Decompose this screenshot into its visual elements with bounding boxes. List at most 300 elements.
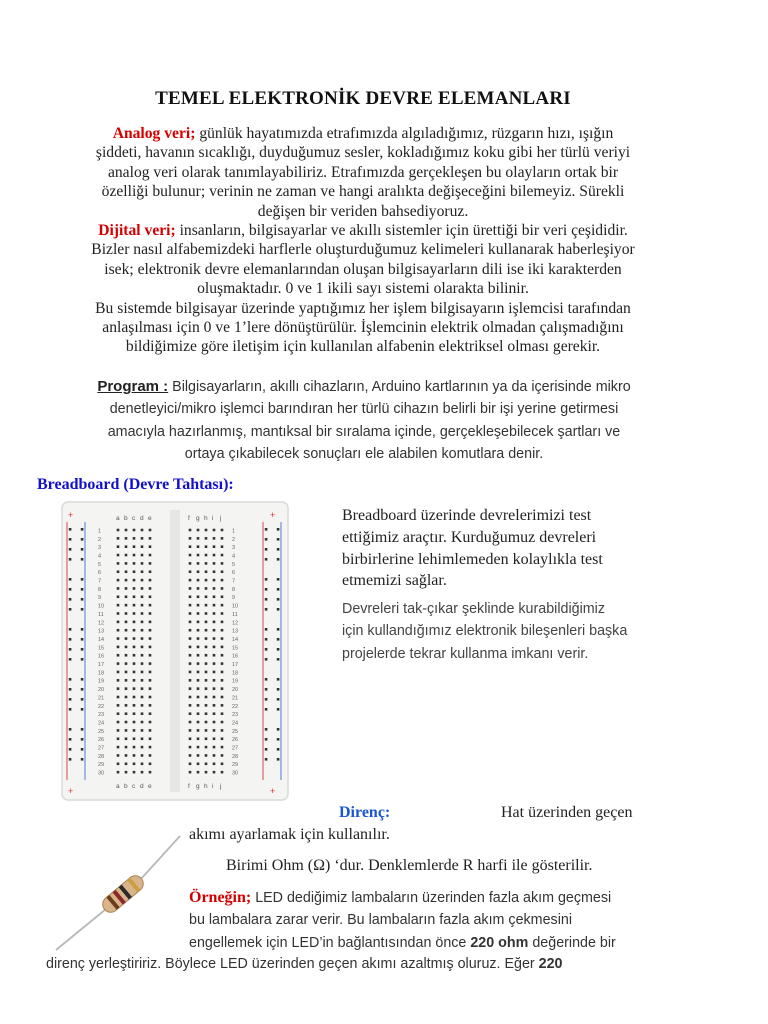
rail-hole xyxy=(81,678,84,681)
row-number: 18 xyxy=(232,670,239,677)
row-number: 15 xyxy=(232,645,239,652)
grid-hole xyxy=(213,604,216,607)
grid-hole xyxy=(117,596,120,599)
grid-hole xyxy=(149,771,152,774)
grid-hole xyxy=(221,721,224,724)
grid-hole xyxy=(221,771,224,774)
grid-hole xyxy=(205,771,208,774)
grid-hole xyxy=(189,537,192,540)
grid-hole xyxy=(213,704,216,707)
row-number: 21 xyxy=(232,695,239,702)
grid-hole xyxy=(205,654,208,657)
grid-hole xyxy=(133,554,136,557)
row-number: 21 xyxy=(98,695,105,702)
ornek-line: engellemek için LED’in bağlantısından önce xyxy=(189,934,471,951)
grid-hole xyxy=(149,671,152,674)
grid-hole xyxy=(125,562,128,565)
rail-hole xyxy=(277,608,280,611)
grid-hole xyxy=(133,646,136,649)
row-number: 23 xyxy=(232,712,239,719)
grid-hole xyxy=(125,529,128,532)
rail-hole xyxy=(265,708,268,711)
rail-hole xyxy=(277,658,280,661)
rail-hole xyxy=(265,658,268,661)
row-number: 25 xyxy=(98,728,105,735)
grid-hole xyxy=(141,654,144,657)
grid-hole xyxy=(125,712,128,715)
grid-hole xyxy=(149,621,152,624)
rail-hole xyxy=(265,628,268,631)
grid-hole xyxy=(189,679,192,682)
column-letter: i xyxy=(212,783,214,790)
grid-hole xyxy=(149,679,152,682)
grid-hole xyxy=(213,537,216,540)
rail-hole xyxy=(265,598,268,601)
grid-hole xyxy=(213,671,216,674)
grid-hole xyxy=(197,729,200,732)
grid-hole xyxy=(213,587,216,590)
rail-hole xyxy=(265,698,268,701)
grid-hole xyxy=(205,746,208,749)
grid-hole xyxy=(221,621,224,624)
rail-hole xyxy=(81,638,84,641)
rail-plus-label: + xyxy=(270,786,276,796)
grid-hole xyxy=(205,579,208,582)
row-number: 8 xyxy=(232,586,236,593)
grid-hole xyxy=(221,604,224,607)
grid-hole xyxy=(133,737,136,740)
grid-hole xyxy=(221,671,224,674)
column-letter: g xyxy=(196,783,200,790)
grid-hole xyxy=(213,771,216,774)
grid-hole xyxy=(213,529,216,532)
grid-hole xyxy=(205,671,208,674)
row-number: 11 xyxy=(232,611,238,618)
rail-hole xyxy=(69,688,72,691)
rail-hole xyxy=(265,758,268,761)
column-letter: b xyxy=(124,515,128,522)
grid-hole xyxy=(197,712,200,715)
row-number: 4 xyxy=(232,553,236,560)
analog-paragraph xyxy=(40,124,686,221)
grid-hole xyxy=(133,763,136,766)
grid-hole xyxy=(141,529,144,532)
grid-hole xyxy=(125,587,128,590)
grid-hole xyxy=(125,612,128,615)
grid-hole xyxy=(149,754,152,757)
rail-hole xyxy=(265,648,268,651)
grid-hole xyxy=(189,737,192,740)
program-line: denetleyici/mikro işlemci barındıran her türlü cihazın belirli bir işi yerine getirmesi xyxy=(109,401,619,418)
rail-hole xyxy=(265,548,268,551)
grid-hole xyxy=(117,545,120,548)
breadboard-heading: Breadboard (Devre Tahtası): xyxy=(37,476,234,493)
grid-hole xyxy=(141,570,144,573)
grid-hole xyxy=(117,712,120,715)
breadboard-image xyxy=(60,500,290,802)
grid-hole xyxy=(117,654,120,657)
grid-hole xyxy=(117,621,120,624)
grid-hole xyxy=(221,712,224,715)
grid-hole xyxy=(205,687,208,690)
grid-hole xyxy=(125,721,128,724)
grid-hole xyxy=(205,737,208,740)
grid-hole xyxy=(117,554,120,557)
grid-hole xyxy=(141,687,144,690)
row-number: 30 xyxy=(98,770,105,777)
grid-hole xyxy=(149,654,152,657)
row-number: 13 xyxy=(98,628,105,635)
column-letter: g xyxy=(196,515,200,522)
rail-hole xyxy=(265,588,268,591)
grid-hole xyxy=(149,579,152,582)
row-number: 7 xyxy=(98,578,102,585)
breadboard-desc-line: Breadboard üzerinde devrelerimizi test xyxy=(342,507,592,524)
column-letter: f xyxy=(188,783,190,790)
rail-hole xyxy=(69,648,72,651)
column-letter: d xyxy=(140,783,144,790)
grid-hole xyxy=(189,729,192,732)
grid-hole xyxy=(221,629,224,632)
grid-hole xyxy=(221,587,224,590)
column-letter: i xyxy=(212,515,214,522)
grid-hole xyxy=(117,763,120,766)
rail-hole xyxy=(69,638,72,641)
rail-hole xyxy=(277,598,280,601)
rail-hole xyxy=(277,538,280,541)
grid-hole xyxy=(117,629,120,632)
grid-hole xyxy=(213,746,216,749)
rail-hole xyxy=(81,598,84,601)
row-number: 3 xyxy=(98,545,102,552)
grid-hole xyxy=(205,529,208,532)
grid-hole xyxy=(133,629,136,632)
grid-hole xyxy=(117,746,120,749)
grid-hole xyxy=(149,562,152,565)
grid-hole xyxy=(149,604,152,607)
rail-hole xyxy=(277,698,280,701)
grid-hole xyxy=(189,562,192,565)
grid-hole xyxy=(197,671,200,674)
column-letter: a xyxy=(116,515,120,522)
row-number: 6 xyxy=(98,570,102,577)
grid-hole xyxy=(117,679,120,682)
grid-hole xyxy=(189,554,192,557)
grid-hole xyxy=(213,596,216,599)
grid-hole xyxy=(189,704,192,707)
grid-hole xyxy=(189,746,192,749)
breadboard-usage-line: Devreleri tak-çıkar şeklinde kurabildiğimiz xyxy=(342,601,605,617)
row-number: 26 xyxy=(98,737,105,744)
row-number: 16 xyxy=(98,653,105,660)
dijital-line: Bizler nasıl alfabemizdeki harflerle oluşturduğumuz kelimeleri kullanarak haberleşiyor xyxy=(91,241,635,259)
grid-hole xyxy=(141,562,144,565)
rail-hole xyxy=(81,698,84,701)
grid-hole xyxy=(197,629,200,632)
row-number: 1 xyxy=(98,528,102,535)
grid-hole xyxy=(205,754,208,757)
grid-hole xyxy=(133,679,136,682)
grid-hole xyxy=(125,704,128,707)
rail-hole xyxy=(69,598,72,601)
dijital-line: oluşmaktadır. 0 ve 1 ikili sayı sistemi olarakta bilinir. xyxy=(197,280,529,298)
column-letter: j xyxy=(220,515,222,522)
rail-hole xyxy=(81,548,84,551)
rail-hole xyxy=(277,628,280,631)
grid-hole xyxy=(213,579,216,582)
grid-hole xyxy=(197,529,200,532)
grid-hole xyxy=(189,712,192,715)
grid-hole xyxy=(133,671,136,674)
ornek-line: LED dediğimiz lambaların üzerinden fazla akım geçmesi xyxy=(251,890,612,906)
grid-hole xyxy=(125,604,128,607)
rail-hole xyxy=(277,588,280,591)
grid-hole xyxy=(133,545,136,548)
row-number: 30 xyxy=(232,770,239,777)
grid-hole xyxy=(133,729,136,732)
rail-hole xyxy=(265,638,268,641)
rail-hole xyxy=(265,538,268,541)
grid-hole xyxy=(133,604,136,607)
grid-hole xyxy=(141,754,144,757)
row-number: 6 xyxy=(232,570,236,577)
page-title: TEMEL ELEKTRONİK DEVRE ELEMANLARI xyxy=(155,88,571,109)
grid-hole xyxy=(189,596,192,599)
grid-hole xyxy=(197,737,200,740)
rail-hole xyxy=(69,748,72,751)
program-paragraph xyxy=(44,376,684,466)
system-paragraph xyxy=(40,299,686,357)
grid-hole xyxy=(149,554,152,557)
grid-hole xyxy=(221,562,224,565)
grid-hole xyxy=(189,687,192,690)
row-number: 3 xyxy=(232,545,236,552)
grid-hole xyxy=(221,545,224,548)
grid-hole xyxy=(141,746,144,749)
grid-hole xyxy=(221,696,224,699)
analog-label: Analog veri; xyxy=(112,125,196,142)
grid-hole xyxy=(197,570,200,573)
grid-hole xyxy=(213,754,216,757)
row-number: 12 xyxy=(98,620,105,627)
grid-hole xyxy=(197,579,200,582)
row-number: 14 xyxy=(232,636,239,643)
grid-hole xyxy=(125,679,128,682)
breadboard-usage-line: projelerde tekrar kullanma imkanı verir. xyxy=(342,645,589,662)
rail-hole xyxy=(81,578,84,581)
grid-hole xyxy=(149,737,152,740)
grid-hole xyxy=(221,612,224,615)
grid-hole xyxy=(205,646,208,649)
grid-hole xyxy=(205,621,208,624)
rail-hole xyxy=(81,738,84,741)
grid-hole xyxy=(205,562,208,565)
grid-hole xyxy=(125,746,128,749)
grid-hole xyxy=(149,570,152,573)
ornek-line: değerinde bir xyxy=(528,934,616,951)
breadboard-desc-line: birbirlerine lehimlemeden kolaylıkla test xyxy=(342,550,603,568)
grid-hole xyxy=(125,629,128,632)
grid-hole xyxy=(125,687,128,690)
grid-hole xyxy=(141,646,144,649)
rail-hole xyxy=(277,688,280,691)
column-letter: h xyxy=(204,515,208,522)
rail-hole xyxy=(265,688,268,691)
system-line: Bu sistemde bilgisayar üzerinde yaptığımız her işlem bilgisayarın işlemcisi tarafından xyxy=(95,299,631,317)
grid-hole xyxy=(141,696,144,699)
row-number: 11 xyxy=(98,611,104,618)
grid-hole xyxy=(189,654,192,657)
grid-hole xyxy=(141,596,144,599)
resistor-lead xyxy=(56,909,106,950)
grid-hole xyxy=(189,579,192,582)
grid-hole xyxy=(189,621,192,624)
rail-hole xyxy=(277,548,280,551)
grid-hole xyxy=(133,587,136,590)
grid-hole xyxy=(189,671,192,674)
grid-hole xyxy=(189,771,192,774)
rail-hole xyxy=(265,558,268,561)
rail-hole xyxy=(265,748,268,751)
rail-hole xyxy=(277,728,280,731)
grid-hole xyxy=(117,579,120,582)
grid-hole xyxy=(221,637,224,640)
grid-hole xyxy=(213,763,216,766)
grid-hole xyxy=(213,612,216,615)
grid-hole xyxy=(133,621,136,624)
grid-hole xyxy=(149,646,152,649)
grid-hole xyxy=(213,737,216,740)
column-letter: e xyxy=(148,783,152,790)
program-line: Bilgisayarların, akıllı cihazların, Arduino kartlarının ya da içerisinde mikro xyxy=(168,379,631,395)
grid-hole xyxy=(149,537,152,540)
grid-hole xyxy=(221,729,224,732)
grid-hole xyxy=(213,696,216,699)
rail-hole xyxy=(69,538,72,541)
row-number: 2 xyxy=(232,536,236,543)
grid-hole xyxy=(141,771,144,774)
rail-hole xyxy=(69,608,72,611)
grid-hole xyxy=(197,763,200,766)
rail-hole xyxy=(69,758,72,761)
grid-hole xyxy=(133,721,136,724)
grid-hole xyxy=(141,537,144,540)
grid-hole xyxy=(205,545,208,548)
grid-hole xyxy=(221,746,224,749)
row-number: 14 xyxy=(98,636,105,643)
rail-hole xyxy=(69,658,72,661)
grid-hole xyxy=(197,612,200,615)
breadboard-usage-line: için kullandığımız elektronik bileşenleri başka xyxy=(342,623,628,640)
rail-hole xyxy=(265,528,268,531)
grid-hole xyxy=(149,545,152,548)
grid-hole xyxy=(141,662,144,665)
grid-hole xyxy=(213,679,216,682)
grid-hole xyxy=(149,662,152,665)
rail-hole xyxy=(69,578,72,581)
column-letter: d xyxy=(140,515,144,522)
grid-hole xyxy=(133,704,136,707)
row-number: 20 xyxy=(98,687,105,694)
grid-hole xyxy=(133,712,136,715)
grid-hole xyxy=(125,554,128,557)
analog-line: şiddeti, havanın sıcaklığı, duyduğumuz sesler, kokladığımız koku gibi her türlü veriyi xyxy=(95,144,631,162)
grid-hole xyxy=(149,587,152,590)
row-number: 5 xyxy=(98,561,102,568)
grid-hole xyxy=(213,687,216,690)
row-number: 12 xyxy=(232,620,239,627)
grid-hole xyxy=(205,679,208,682)
grid-hole xyxy=(125,696,128,699)
row-number: 27 xyxy=(98,745,105,752)
grid-hole xyxy=(117,671,120,674)
rail-hole xyxy=(69,628,72,631)
grid-hole xyxy=(125,537,128,540)
grid-hole xyxy=(149,596,152,599)
grid-hole xyxy=(149,729,152,732)
grid-hole xyxy=(117,687,120,690)
grid-hole xyxy=(221,737,224,740)
rail-hole xyxy=(277,738,280,741)
row-number: 17 xyxy=(98,662,105,668)
grid-hole xyxy=(141,604,144,607)
grid-hole xyxy=(189,529,192,532)
direnc-heading: Direnç: xyxy=(339,804,391,821)
breadboard-desc-line: etmemizi sağlar. xyxy=(342,572,447,590)
grid-hole xyxy=(197,704,200,707)
grid-hole xyxy=(117,754,120,757)
column-letter: a xyxy=(116,783,120,790)
grid-hole xyxy=(125,637,128,640)
grid-hole xyxy=(221,662,224,665)
grid-hole xyxy=(133,562,136,565)
grid-hole xyxy=(117,729,120,732)
grid-hole xyxy=(117,537,120,540)
grid-hole xyxy=(213,562,216,565)
grid-hole xyxy=(197,637,200,640)
rail-hole xyxy=(277,758,280,761)
grid-hole xyxy=(117,604,120,607)
resistor-body xyxy=(99,872,146,915)
grid-hole xyxy=(205,696,208,699)
grid-hole xyxy=(205,596,208,599)
grid-hole xyxy=(221,763,224,766)
grid-hole xyxy=(221,679,224,682)
grid-hole xyxy=(213,570,216,573)
grid-hole xyxy=(197,537,200,540)
resistor-image xyxy=(52,832,184,954)
grid-hole xyxy=(125,596,128,599)
row-number: 16 xyxy=(232,653,239,660)
grid-hole xyxy=(197,554,200,557)
grid-hole xyxy=(133,596,136,599)
rail-hole xyxy=(81,648,84,651)
grid-hole xyxy=(117,771,120,774)
rail-hole xyxy=(81,728,84,731)
grid-hole xyxy=(133,612,136,615)
grid-hole xyxy=(221,529,224,532)
rail-plus-label: + xyxy=(270,510,276,520)
rail-hole xyxy=(81,538,84,541)
grid-hole xyxy=(189,721,192,724)
grid-hole xyxy=(125,763,128,766)
grid-hole xyxy=(125,646,128,649)
row-number: 4 xyxy=(98,553,102,560)
grid-hole xyxy=(133,529,136,532)
grid-hole xyxy=(197,679,200,682)
grid-hole xyxy=(141,587,144,590)
grid-hole xyxy=(213,654,216,657)
